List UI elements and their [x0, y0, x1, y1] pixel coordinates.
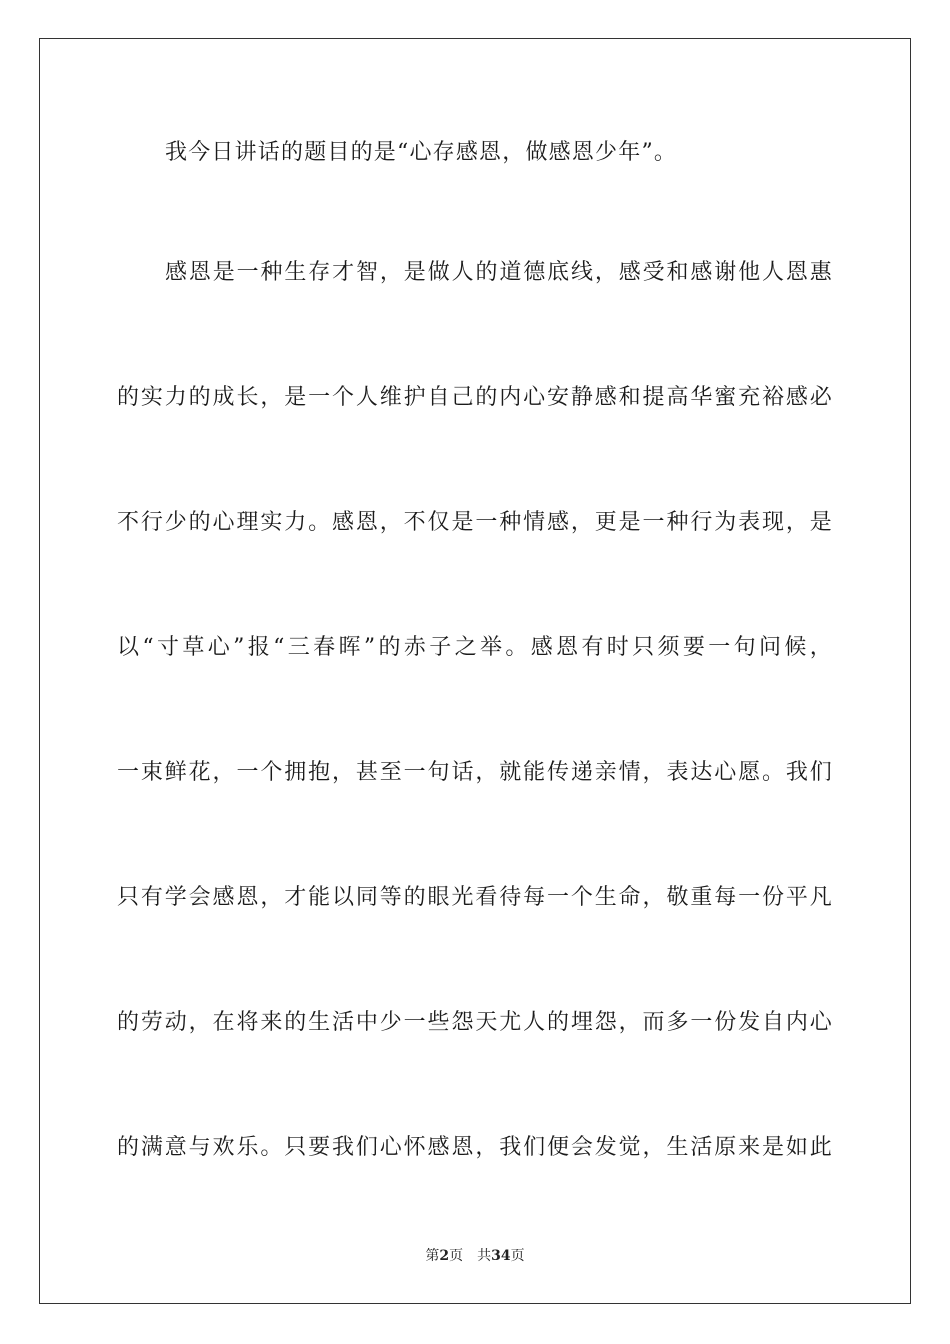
- total-prefix: 共: [477, 1248, 492, 1264]
- total-pages: 34: [491, 1248, 511, 1264]
- paragraph-line-7: 只有学会感恩，才能以同等的眼光看待每一个生命，敬重每一份平凡: [117, 885, 833, 910]
- paragraph-line-5: 以“寸草心”报“三春晖”的赤子之举。感恩有时只须要一句问候，: [117, 635, 833, 660]
- paragraph-line-2: 感恩是一种生存才智，是做人的道德底线，感受和感谢他人恩惠: [165, 260, 833, 285]
- paragraph-line-3: 的实力的成长，是一个人维护自己的内心安静感和提高华蜜充裕感必: [117, 385, 833, 410]
- paragraph-line-1: 我今日讲话的题目的是“心存感恩，做感恩少年”。: [165, 140, 678, 165]
- paragraph-line-6: 一束鲜花，一个拥抱，甚至一句话，就能传递亲情，表达心愿。我们: [117, 760, 833, 785]
- page-footer: [0, 1247, 950, 1265]
- total-suffix: 页: [510, 1248, 525, 1264]
- paragraph-line-9: 的满意与欢乐。只要我们心怀感恩，我们便会发觉，生活原来是如此: [117, 1135, 833, 1160]
- page-prefix: 第: [425, 1248, 440, 1264]
- paragraph-line-4: 不行少的心理实力。感恩，不仅是一种情感，更是一种行为表现，是: [117, 510, 833, 535]
- paragraph-line-8: 的劳动，在将来的生活中少一些怨天尤人的埋怨，而多一份发自内心: [117, 1010, 833, 1035]
- page-number: 2: [439, 1248, 450, 1264]
- page-border: [39, 38, 911, 1304]
- page-suffix: 页: [449, 1248, 464, 1264]
